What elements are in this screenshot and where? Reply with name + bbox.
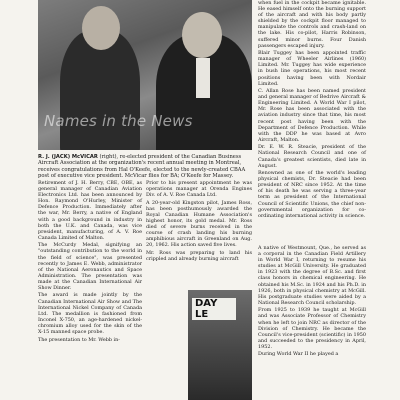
section-title: Names in the News	[44, 112, 193, 130]
paragraph: when fuel in the cockpit became ignitable. He eased himself onto the burning support of the aircraft and with his body partly shielded by the cockpit floor managed to manipulate the controls and crash-land on the lake. His co-pilot, Harris Robinson, suffered minor burns. Four Danish passengers escaped injury.	[258, 0, 366, 49]
news-photo	[38, 0, 252, 150]
paragraph: The award is made jointly by the Canadian International Air Show and The International Nickel Company of Canada Ltd. The medallion is fashioned from Inconel X-750, an age-hardened nickel-chromium alloy used for the skin of the X-15 manned space probe.	[38, 292, 142, 336]
paragraph: Renowned as one of the world's leading physical chemists, Dr. Steacie had been president of NRC since 1952. At the time of his death he was serving a three-year term as president of the International Council of Scientific Unions, the chief non-governmental organization for co-ordinating international activity in science.	[258, 170, 366, 219]
paragraph: Prior to his present appointment he was operations manager at Orenda Engines Div. of A. V. Roe Canada Ltd.	[146, 180, 252, 199]
sign-line: LE	[195, 309, 209, 320]
photo-caption	[38, 154, 252, 180]
column-c-continued	[258, 245, 366, 359]
photo-shirt	[196, 58, 210, 98]
sign-line: DAY	[195, 298, 218, 309]
paragraph: From 1925 to 1939 he taught at McGill and was Associate Professor of Chemistry when he left to join NRC as director of the Division of Chemistry. He became the Council's vice-president (scientific) in 1950 and succeeded to the presidency in April, 1952.	[258, 307, 366, 350]
paragraph: Dr. E. W. R. Steacie, president of the National Research Council and one of Canada's greatest scientists, died late in August.	[258, 144, 366, 169]
paragraph: Mr. Ross was preparing to land his crippled and already burning aircraft	[146, 249, 252, 262]
paragraph: C. Allan Rose has been named president and general manager of Bedrive Aircraft & Engineering Limited. A World War I pilot, Mr. Rose has been associated with the aviation industry since that time, his most recent post having been with the Department of Defence Production. While with the DDP he was based at Avro Aircraft, Malton.	[258, 88, 366, 143]
paragraph: A 20-year-old Kingston pilot, James Ross, has been posthumously awarded the Royal Canadian Humane Association's highest honor, its gold medal. Mr. Ross died of severe burns received in the course of crash landing his burning amphibious aircraft in Greenland on Aug. 20, 1962. His action saved five lives.	[146, 199, 252, 249]
photo-head-right	[182, 12, 222, 58]
paragraph: Retirement of J. H. Berry, CBE, OBE, as general manager of Canadian Aviation Electronics Ltd. has been announced by Hon. Raymond O'Hurley, Minister of Defence Production. Immediately after the war, Mr. Berry, a native of England with a good background in industry in both the U.K. and Canada, was vice president, manufacturing, of A. V. Roe Canada Limited of Malton.	[38, 180, 142, 241]
paragraph: A native of Westmount, Que., he served as a corporal in the Canadian Field Artillery in World War I, returning to resume his studies at McGill University. He graduated in 1923 with the degree of B.Sc. and first class honors in chemical engineering. He obtained his M.Sc. in 1924 and his Ph.D. in 1926, both in physical chemistry at McGill. His postgraduate studies were aided by a National Research Council scholarship.	[258, 245, 366, 306]
column-a	[38, 180, 142, 344]
column-c	[258, 0, 366, 220]
day-photo	[188, 290, 252, 400]
paragraph: The presentation to Mr. Webb in-	[38, 336, 120, 343]
paragraph: During World War II he played a	[258, 351, 339, 358]
photo-head-left	[82, 6, 120, 50]
photo-sign	[192, 298, 236, 320]
caption-text: (right), re-elected president of the Canadian Business Aircraft Association at the organization's recent annual meeting in Montreal, receives congratulations from Hal O'Keefe, elected to the newly-created CBAA post of executive vice president. McVicar flies for BA; O'Keefe for Massey.	[38, 154, 246, 180]
paragraph: Blair Tuggey has been appointed traffic manager of Wheeler Airlines (1960) Limited. Mr. Tuggey has wide experience in bush line operations, his most recent positions having been with Nordair Limited.	[258, 50, 366, 87]
caption-name: R. J. (JACK) McVICAR	[38, 154, 98, 160]
paragraph: The McCurdy Medal, signifying an "outstanding contribution to the world in the field of science", was presented recently to James E. Webb, administrator of the National Aeronautics and Space Administration. The presentation was made at the Canadian International Air Show Dinner.	[38, 242, 142, 291]
column-b	[146, 180, 252, 263]
